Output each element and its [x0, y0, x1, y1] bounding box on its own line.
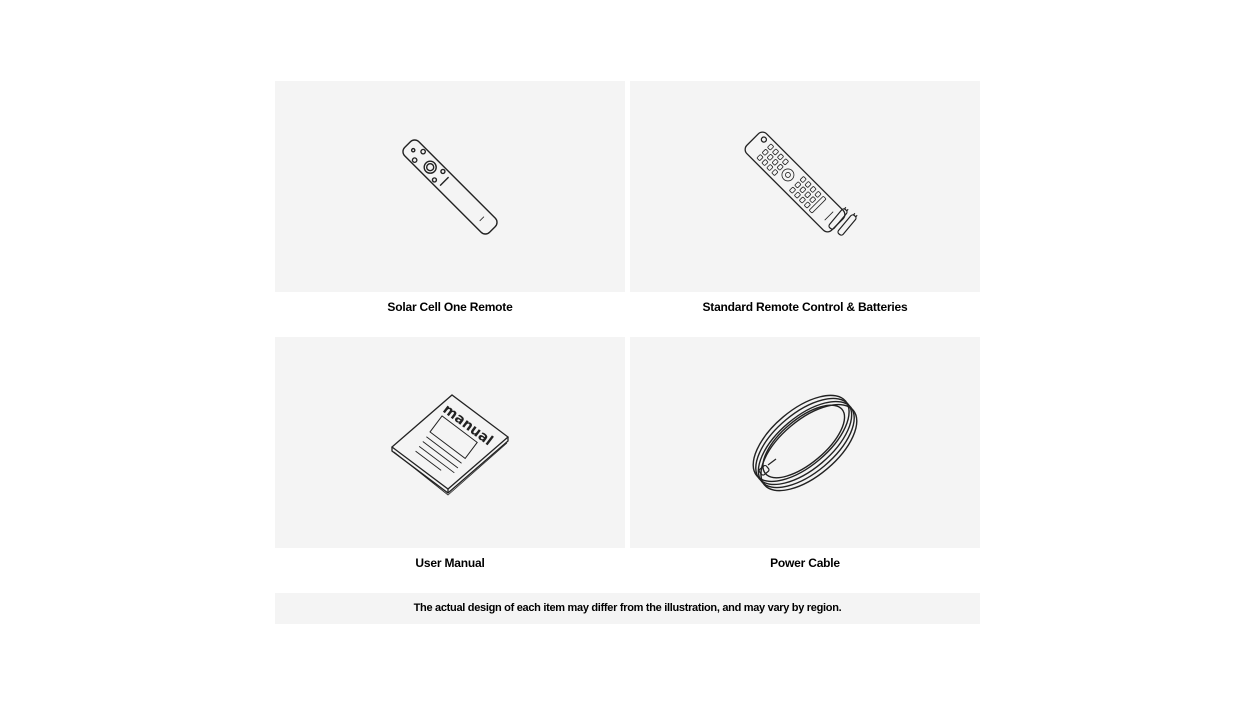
accessory-card-standard-remote	[630, 81, 980, 337]
accessory-image	[275, 81, 625, 292]
accessory-image	[630, 337, 980, 548]
accessory-image	[275, 337, 625, 548]
accessory-grid	[275, 81, 980, 593]
power-cable-icon	[740, 383, 870, 503]
accessory-caption: Standard Remote Control & Batteries	[702, 300, 908, 314]
accessory-card-solar-remote	[275, 81, 625, 337]
manual-cover-text: manual	[439, 400, 496, 449]
accessory-caption: User Manual	[415, 556, 485, 570]
accessory-card-user-manual	[275, 337, 625, 593]
accessory-caption: Power Cable	[770, 556, 840, 570]
solar-remote-icon	[385, 127, 515, 247]
disclaimer-note: The actual design of each item may differ from the illustration, and may vary by region.	[275, 593, 980, 624]
accessory-card-power-cable	[630, 337, 980, 593]
accessory-caption: Solar Cell One Remote	[387, 300, 513, 314]
accessory-image	[630, 81, 980, 292]
in-the-box-section	[275, 81, 980, 624]
user-manual-icon	[380, 383, 520, 503]
standard-remote-batteries-icon	[740, 127, 870, 247]
